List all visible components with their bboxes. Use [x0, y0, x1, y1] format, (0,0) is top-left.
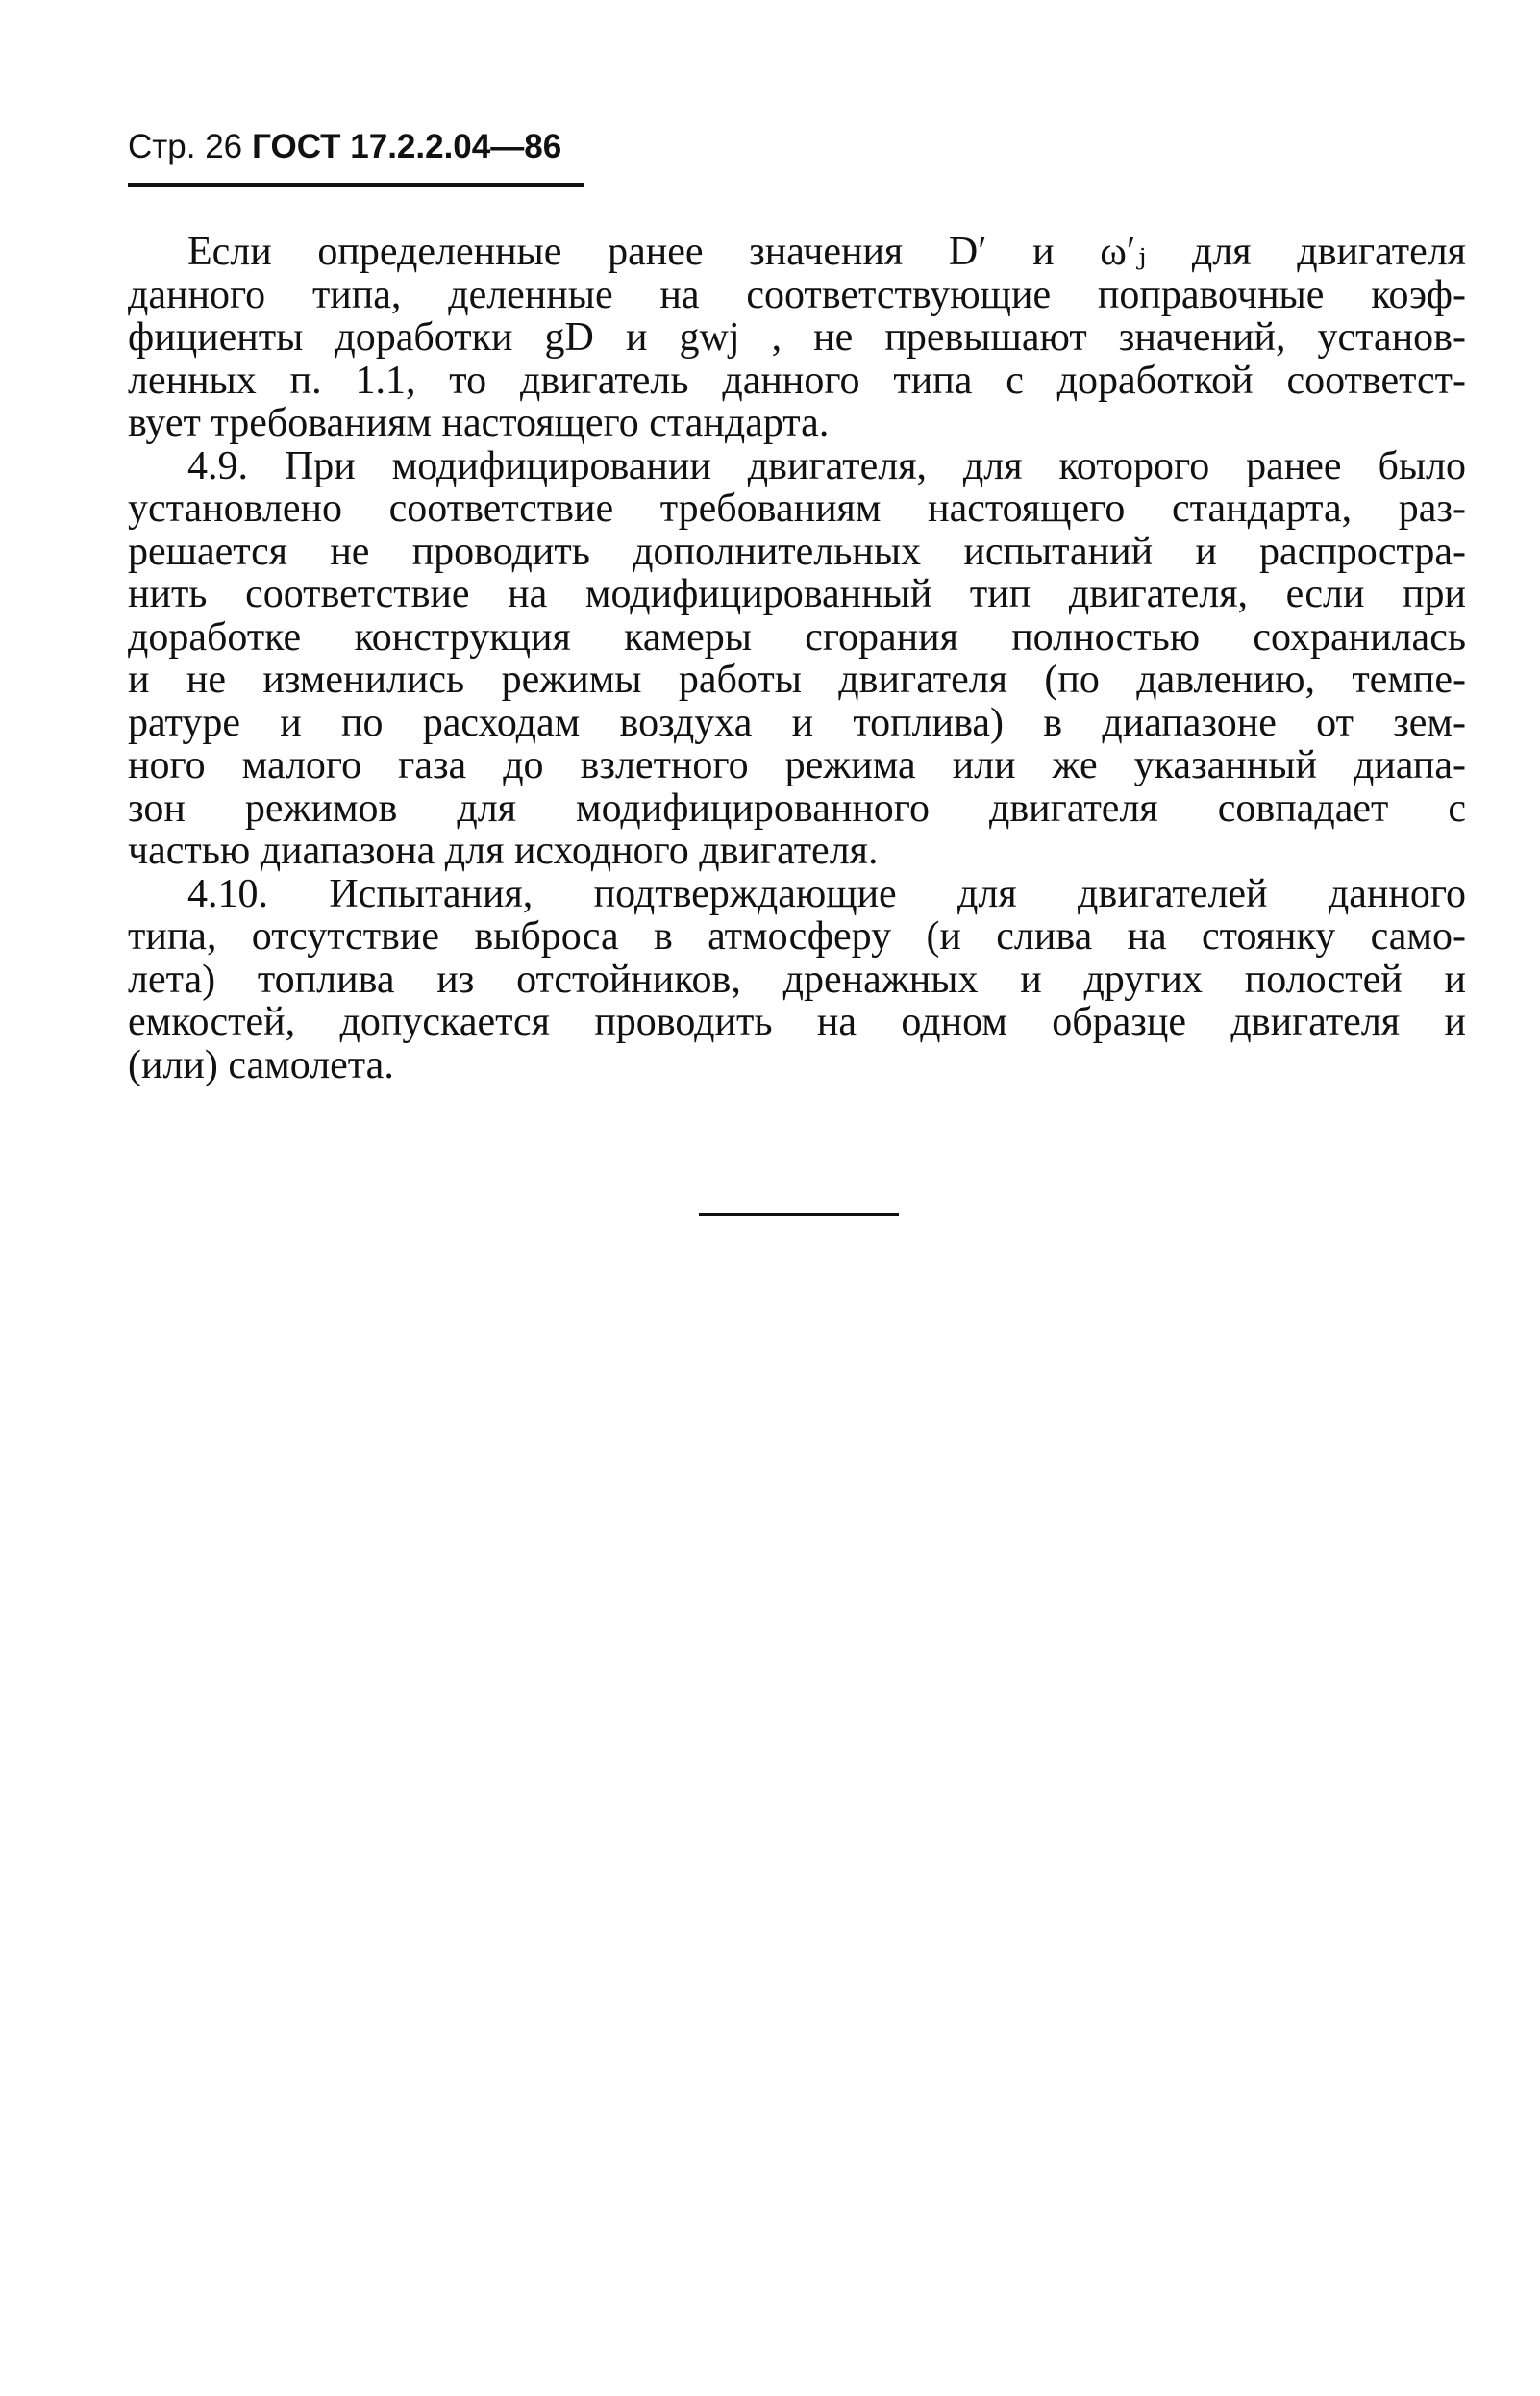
text-line: доработке конструкция камеры сгорания полностью сохранилась — [128, 614, 1466, 660]
text-line: и не изменились режимы работы двигателя (по давлению, темпе- — [128, 658, 1466, 702]
text-line: типа, отсутствие выброса в атмосферу (и слива на стоянку само- — [128, 914, 1466, 959]
text-line: лета) топлива из отстойников, дренажных и других полостей и — [128, 957, 1466, 1002]
body-text — [128, 231, 1466, 1086]
text-line: частью диапазона для исходного двигателя. — [128, 829, 879, 873]
text-line: Если определенные ранее значения D′ и ω′ⱼ для двигателя — [187, 230, 1466, 274]
text-line: фициенты доработки gD и gwj , не превышают значений, установ- — [128, 315, 1466, 360]
text-line: 4.10. Испытания, подтверждающие для двигателей данного — [187, 871, 1466, 916]
text-line: (или) самолета. — [128, 1042, 394, 1087]
header-rule — [128, 183, 584, 187]
text-line: нить соответствие на модифицированный тип двигателя, если при — [128, 572, 1466, 616]
text-line: установлено соответствие требованиям настоящего стандарта, раз- — [128, 487, 1466, 531]
text-line: 4.9. При модифицировании двигателя, для которого ранее было — [187, 443, 1466, 488]
paragraph-4-9 — [128, 445, 1466, 873]
text-line: данного типа, деленные на соответствующие поправочные коэф- — [128, 272, 1466, 317]
page-number-label: Стр. 26 — [128, 128, 243, 165]
paragraph-continuation — [128, 231, 1466, 445]
text-line: решается не проводить дополнительных испытаний и распростра- — [128, 529, 1466, 574]
text-line: ленных п. 1.1, то двигатель данного типа с доработкой соответст- — [128, 358, 1466, 403]
standard-designation: ГОСТ 17.2.2.04—86 — [252, 128, 562, 165]
text-line: ратуре и по расходам воздуха и топлива) в диапазоне от зем- — [128, 700, 1466, 745]
paragraph-4-10 — [128, 873, 1466, 1087]
text-line: вует требованиям настоящего стандарта. — [128, 401, 830, 445]
end-of-text-rule — [699, 1213, 899, 1216]
text-line: зон режимов для модифицированного двигателя совпадает с — [128, 786, 1466, 831]
running-header — [128, 128, 589, 166]
text-line: емкостей, допускается проводить на одном образце двигателя и — [128, 1000, 1466, 1044]
text-line: ного малого газа до взлетного режима или же указанный диапа- — [128, 743, 1466, 787]
